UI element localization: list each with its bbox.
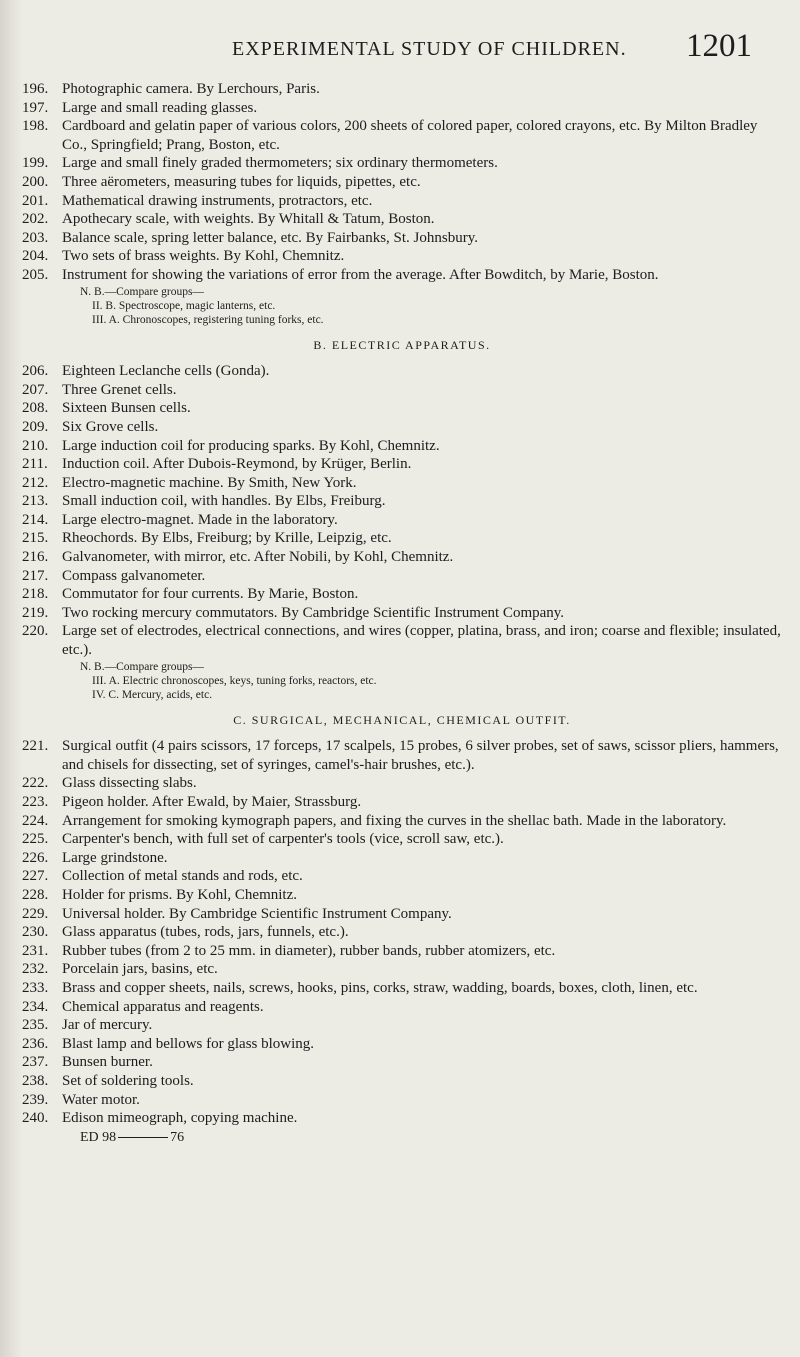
item-text: Six Grove cells. bbox=[62, 418, 159, 435]
item-text: Brass and copper sheets, nails, screws, hooks, pins, corks, straw, wadding, boards, boxes, cloth, linen, etc. bbox=[62, 979, 698, 996]
item-text: Glass dissecting slabs. bbox=[62, 775, 197, 792]
list-item bbox=[22, 117, 782, 154]
list-item bbox=[22, 585, 782, 604]
item-number: 239. bbox=[22, 1091, 49, 1108]
list-item bbox=[22, 1109, 782, 1128]
item-number: 197. bbox=[22, 99, 49, 116]
item-number: 219. bbox=[22, 604, 49, 621]
list-item bbox=[22, 99, 782, 118]
section-heading-surgical: C. SURGICAL, MECHANICAL, CHEMICAL OUTFIT. bbox=[233, 712, 571, 727]
item-text: Commutator for four currents. By Marie, Boston. bbox=[62, 586, 359, 603]
item-number: 237. bbox=[22, 1054, 49, 1071]
list-item bbox=[22, 455, 782, 474]
list-item bbox=[22, 381, 782, 400]
item-text: Compass galvanometer. bbox=[62, 567, 206, 584]
list-item bbox=[22, 154, 782, 173]
item-text: Bunsen burner. bbox=[62, 1054, 153, 1071]
item-number: 231. bbox=[22, 942, 49, 959]
item-text: Two sets of brass weights. By Kohl, Chemnitz. bbox=[62, 248, 345, 265]
item-text: Balance scale, spring letter balance, etc. By Fairbanks, St. Johnsbury. bbox=[62, 229, 478, 246]
item-text: Large induction coil for producing sparks. By Kohl, Chemnitz. bbox=[62, 437, 440, 454]
item-number: 226. bbox=[22, 849, 49, 866]
list-item bbox=[22, 210, 782, 229]
item-number: 225. bbox=[22, 831, 49, 848]
item-number: 202. bbox=[22, 211, 49, 228]
item-number: 211. bbox=[22, 456, 48, 473]
item-text: Porcelain jars, basins, etc. bbox=[62, 961, 218, 978]
list-item bbox=[22, 942, 782, 961]
list-item bbox=[22, 266, 782, 285]
list-item bbox=[22, 80, 782, 99]
list-item bbox=[22, 1091, 782, 1110]
item-text: Three aërometers, measuring tubes for liquids, pipettes, etc. bbox=[62, 173, 421, 190]
item-number: 234. bbox=[22, 998, 49, 1015]
item-text: Eighteen Leclanche cells (Gonda). bbox=[62, 363, 270, 380]
list-item bbox=[22, 474, 782, 493]
item-text: Galvanometer, with mirror, etc. After Nobili, by Kohl, Chemnitz. bbox=[62, 549, 454, 566]
item-number: 207. bbox=[22, 381, 49, 398]
list-item bbox=[22, 1035, 782, 1054]
page-footer bbox=[22, 1129, 782, 1148]
item-number: 210. bbox=[22, 437, 49, 454]
list-item bbox=[22, 492, 782, 511]
item-number: 227. bbox=[22, 868, 49, 885]
item-text: Glass apparatus (tubes, rods, jars, funnels, etc.). bbox=[62, 924, 349, 941]
item-number: 236. bbox=[22, 1035, 49, 1052]
note-line: II. B. Spectroscope, magic lanterns, etc. bbox=[92, 299, 276, 312]
item-text: Universal holder. By Cambridge Scientific Instrument Company. bbox=[62, 905, 452, 922]
item-text: Chemical apparatus and reagents. bbox=[62, 998, 264, 1015]
item-number: 240. bbox=[22, 1110, 49, 1127]
note-lead: N. B.—Compare groups— bbox=[80, 660, 204, 673]
note-line: IV. C. Mercury, acids, etc. bbox=[92, 688, 213, 701]
item-number: 235. bbox=[22, 1017, 49, 1034]
list-item bbox=[22, 737, 782, 774]
list-item bbox=[22, 812, 782, 831]
list-item bbox=[22, 511, 782, 530]
item-number: 221. bbox=[22, 738, 49, 755]
item-text: Carpenter's bench, with full set of carpenter's tools (vice, scroll saw, etc.). bbox=[62, 831, 504, 848]
item-text: Instrument for showing the variations of error from the average. After Bowditch, by Marie, Boston. bbox=[62, 266, 659, 283]
item-number: 229. bbox=[22, 905, 49, 922]
item-text: Edison mimeograph, copying machine. bbox=[62, 1110, 298, 1127]
item-text: Collection of metal stands and rods, etc. bbox=[62, 868, 303, 885]
list-item bbox=[22, 793, 782, 812]
item-list-a bbox=[22, 80, 782, 285]
list-item bbox=[22, 399, 782, 418]
note-a bbox=[22, 285, 782, 327]
list-item bbox=[22, 830, 782, 849]
item-number: 205. bbox=[22, 266, 49, 283]
item-text: Induction coil. After Dubois-Reymond, by Krüger, Berlin. bbox=[62, 456, 412, 473]
item-number: 232. bbox=[22, 961, 49, 978]
scan-edge-shadow bbox=[0, 0, 22, 1357]
item-number: 204. bbox=[22, 248, 49, 265]
item-text: Photographic camera. By Lerchours, Paris. bbox=[62, 81, 320, 97]
list-item bbox=[22, 247, 782, 266]
item-text: Large electro-magnet. Made in the laboratory. bbox=[62, 511, 338, 528]
item-text: Large grindstone. bbox=[62, 849, 168, 866]
list-item bbox=[22, 905, 782, 924]
item-list-c bbox=[22, 737, 782, 1127]
item-list-b bbox=[22, 362, 782, 660]
item-number: 224. bbox=[22, 812, 49, 829]
item-text: Large and small reading glasses. bbox=[62, 99, 258, 116]
item-number: 208. bbox=[22, 400, 49, 417]
footer-code-number: 76 bbox=[170, 1129, 185, 1145]
item-text: Sixteen Bunsen cells. bbox=[62, 400, 191, 417]
list-item bbox=[22, 867, 782, 886]
item-text: Two rocking mercury commutators. By Cambridge Scientific Instrument Company. bbox=[62, 604, 565, 621]
item-number: 198. bbox=[22, 118, 49, 135]
item-text: Holder for prisms. By Kohl, Chemnitz. bbox=[62, 886, 297, 903]
item-text: Apothecary scale, with weights. By Whitall & Tatum, Boston. bbox=[62, 211, 435, 228]
list-item bbox=[22, 960, 782, 979]
list-item bbox=[22, 1072, 782, 1091]
list-item bbox=[22, 886, 782, 905]
footer-code: ED 98 bbox=[80, 1129, 117, 1145]
item-text: Large and small finely graded thermometers; six ordinary thermometers. bbox=[62, 155, 498, 172]
list-item bbox=[22, 418, 782, 437]
list-item bbox=[22, 548, 782, 567]
footer-rule bbox=[118, 1137, 168, 1138]
note-line: III. A. Electric chronoscopes, keys, tuning forks, reactors, etc. bbox=[92, 674, 377, 687]
item-text: Water motor. bbox=[62, 1091, 140, 1108]
note-b bbox=[22, 660, 782, 702]
item-text: Rubber tubes (from 2 to 25 mm. in diameter), rubber bands, rubber atomizers, etc. bbox=[62, 942, 556, 959]
running-title: EXPERIMENTAL STUDY OF CHILDREN. bbox=[232, 38, 627, 60]
item-text: Jar of mercury. bbox=[62, 1017, 153, 1034]
item-text: Arrangement for smoking kymograph papers, and fixing the curves in the shellac bath. Made in the laboratory. bbox=[62, 812, 727, 829]
section-heading-electric: B. ELECTRIC APPARATUS. bbox=[313, 337, 491, 352]
list-item bbox=[22, 622, 782, 659]
item-text: Three Grenet cells. bbox=[62, 381, 177, 398]
list-item bbox=[22, 173, 782, 192]
item-number: 233. bbox=[22, 979, 49, 996]
item-number: 199. bbox=[22, 155, 49, 172]
list-item bbox=[22, 362, 782, 381]
item-text: Rheochords. By Elbs, Freiburg; by Krille, Leipzig, etc. bbox=[62, 530, 392, 547]
page-header bbox=[0, 28, 800, 68]
list-item bbox=[22, 774, 782, 793]
item-number: 206. bbox=[22, 363, 49, 380]
item-text: Pigeon holder. After Ewald, by Maier, Strassburg. bbox=[62, 794, 362, 810]
item-number: 222. bbox=[22, 775, 49, 792]
item-text: Small induction coil, with handles. By Elbs, Freiburg. bbox=[62, 493, 386, 510]
list-item bbox=[22, 604, 782, 623]
note-line: III. A. Chronoscopes, registering tuning forks, etc. bbox=[92, 313, 324, 326]
item-number: 215. bbox=[22, 530, 49, 547]
list-item bbox=[22, 1053, 782, 1072]
list-item bbox=[22, 979, 782, 998]
item-number: 196. bbox=[22, 81, 49, 97]
item-number: 213. bbox=[22, 493, 49, 510]
item-number: 209. bbox=[22, 418, 49, 435]
item-text: Surgical outfit (4 pairs scissors, 17 forceps, 17 scalpels, 15 probes, 6 silver probes, set of saws, scissor pliers, hammers, and chisels for dissecting, set of syringes, camel's-hair brushes, etc.). bbox=[62, 738, 779, 773]
list-item bbox=[22, 437, 782, 456]
item-number: 238. bbox=[22, 1072, 49, 1089]
item-number: 220. bbox=[22, 623, 49, 640]
item-number: 201. bbox=[22, 192, 49, 209]
item-number: 216. bbox=[22, 549, 49, 566]
list-item bbox=[22, 849, 782, 868]
item-number: 230. bbox=[22, 924, 49, 941]
item-text: Large set of electrodes, electrical connections, and wires (copper, platina, brass, and iron; coarse and flexible; insulated, etc.). bbox=[62, 623, 781, 659]
item-text: Cardboard and gelatin paper of various colors, 200 sheets of colored paper, colored crayons, etc. By Milton Bradley Co., Springfield; Prang, Boston, etc. bbox=[62, 118, 758, 153]
item-number: 228. bbox=[22, 886, 49, 903]
list-item bbox=[22, 998, 782, 1017]
item-text: Electro-magnetic machine. By Smith, New York. bbox=[62, 474, 357, 491]
note-lead: N. B.—Compare groups— bbox=[80, 285, 204, 298]
item-number: 217. bbox=[22, 567, 49, 584]
item-number: 214. bbox=[22, 511, 49, 528]
item-text: Set of soldering tools. bbox=[62, 1072, 194, 1089]
list-item bbox=[22, 1016, 782, 1035]
list-item bbox=[22, 229, 782, 248]
item-number: 212. bbox=[22, 474, 49, 491]
item-number: 218. bbox=[22, 586, 49, 603]
item-text: Blast lamp and bellows for glass blowing. bbox=[62, 1035, 315, 1052]
list-item bbox=[22, 192, 782, 211]
item-number: 200. bbox=[22, 173, 49, 190]
item-number: 203. bbox=[22, 229, 49, 246]
page-body bbox=[22, 80, 782, 1147]
item-number: 223. bbox=[22, 794, 49, 810]
list-item bbox=[22, 567, 782, 586]
list-item bbox=[22, 529, 782, 548]
page-number: 1201 bbox=[686, 28, 752, 64]
item-text: Mathematical drawing instruments, protractors, etc. bbox=[62, 192, 373, 209]
list-item bbox=[22, 923, 782, 942]
